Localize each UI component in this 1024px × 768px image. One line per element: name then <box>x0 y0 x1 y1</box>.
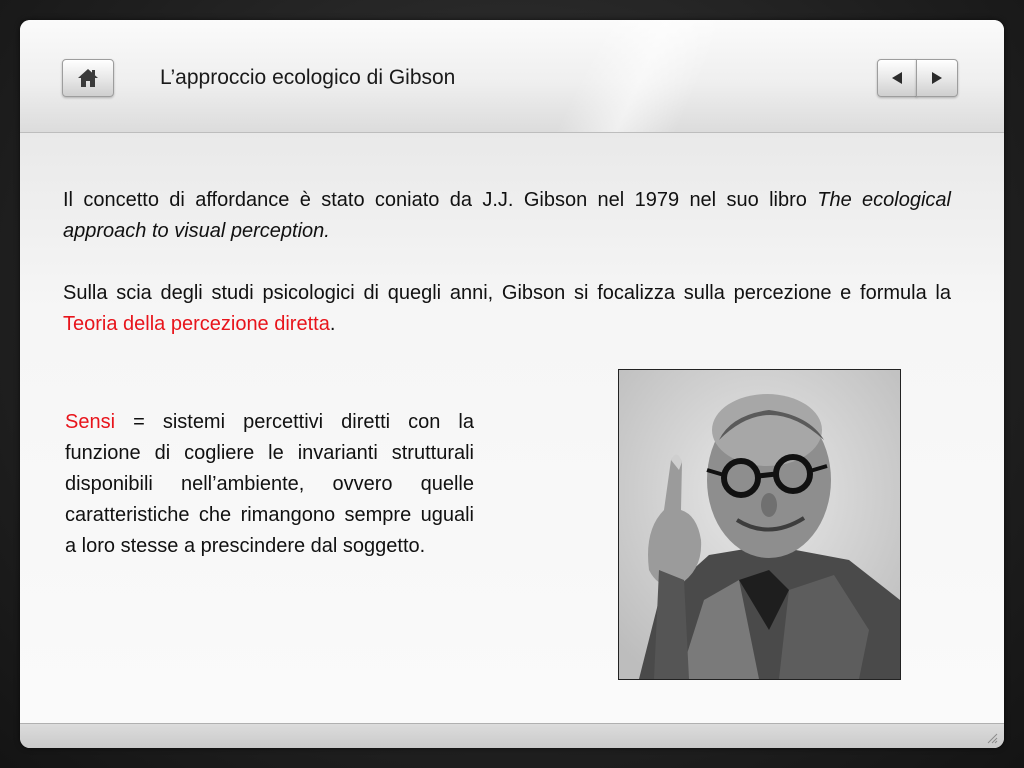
page-title: L’approccio ecologico di Gibson <box>160 66 456 89</box>
theory-highlight: Teoria della percezione diretta <box>63 313 330 335</box>
gibson-portrait-photo <box>618 369 901 680</box>
previous-slide-button[interactable] <box>877 59 917 97</box>
book-title: The ecological approach to visual perception. <box>63 189 951 242</box>
resize-grip-icon[interactable] <box>986 732 998 744</box>
paragraph-senses: Sensi = sistemi percettivi diretti con la funzione di cogliere le invarianti strutturali disponibili nell’ambiente, ovvero quelle caratteristiche che rimangono sempre uguali a loro stesse a prescindere dal soggetto. <box>65 411 474 557</box>
next-slide-button[interactable] <box>916 59 958 97</box>
slide-window <box>20 20 1004 748</box>
triangle-right-icon <box>929 70 945 86</box>
slide-header <box>20 20 1004 133</box>
slide-navigation <box>877 59 957 95</box>
senses-highlight: Sensi <box>65 411 116 433</box>
slide-footer <box>20 723 1004 748</box>
triangle-left-icon <box>889 70 905 86</box>
home-button[interactable] <box>62 59 114 97</box>
slide-content <box>20 133 1004 723</box>
paragraph-gibson-theory: Sulla scia degli studi psicologici di quegli anni, Gibson si focalizza sulla percezione e formula la Teoria della percezione diretta. <box>63 282 951 335</box>
home-icon <box>76 67 100 89</box>
paragraph-affordance: Il concetto di affordance è stato coniato da J.J. Gibson nel 1979 nel suo libro The ecological approach to visual perception. <box>63 189 951 242</box>
